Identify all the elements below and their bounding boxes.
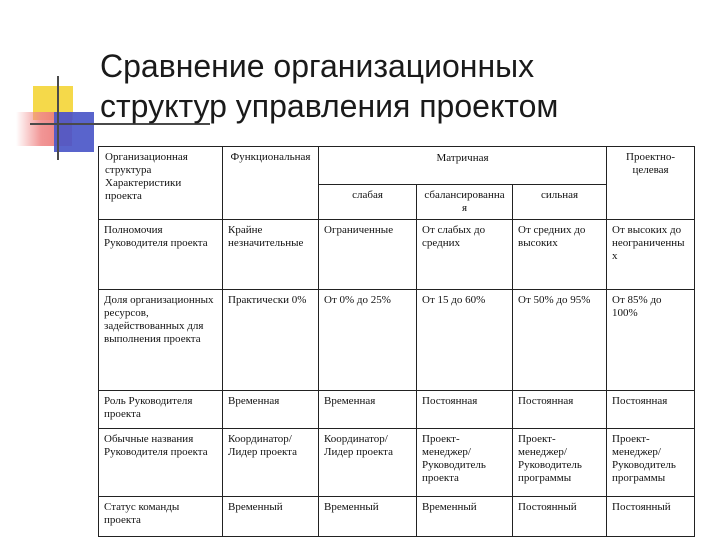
decor-blue-square — [54, 112, 94, 152]
cell-matrix-weak: Координатор/ Лидер проекта — [319, 429, 417, 497]
cell-matrix-weak: Временный — [319, 497, 417, 537]
cell-matrix-balanced: Временный — [417, 497, 513, 537]
cell-functional: Крайне незначительные — [223, 220, 319, 290]
row-label: Полномочия Руководителя проекта — [99, 220, 223, 290]
cell-matrix-strong: Постоянный — [513, 497, 607, 537]
table-row — [99, 497, 695, 537]
table-row — [99, 391, 695, 429]
cell-matrix-strong: От 50% до 95% — [513, 290, 607, 391]
row-label: Статус команды проекта — [99, 497, 223, 537]
slide-title-line-1: Сравнение организационных — [100, 48, 535, 84]
header-matrix-weak: слабая — [319, 185, 417, 220]
cell-matrix-weak: Ограниченные — [319, 220, 417, 290]
cell-matrix-weak: От 0% до 25% — [319, 290, 417, 391]
cell-project: От 85% до 100% — [607, 290, 695, 391]
cell-functional: Координатор/ Лидер проекта — [223, 429, 319, 497]
cell-matrix-balanced: Постоянная — [417, 391, 513, 429]
table-row — [99, 220, 695, 290]
cell-matrix-strong: Проект-менеджер/ Руководитель программы — [513, 429, 607, 497]
cell-project: От высоких до неограниченных — [607, 220, 695, 290]
cell-matrix-strong: От средних до высоких — [513, 220, 607, 290]
header-matrix-strong: сильная — [513, 185, 607, 220]
row-label: Роль Руководителя проекта — [99, 391, 223, 429]
cell-matrix-balanced: Проект-менеджер/ Руководитель проекта — [417, 429, 513, 497]
table-header-row — [99, 147, 695, 185]
row-label: Доля организационных ресурсов, задействованных для выполнения проекта — [99, 290, 223, 391]
table-row — [99, 429, 695, 497]
cell-matrix-weak: Временная — [319, 391, 417, 429]
cell-functional: Временная — [223, 391, 319, 429]
header-matrix: Матричная — [319, 147, 607, 185]
cell-matrix-balanced: От 15 до 60% — [417, 290, 513, 391]
cell-project: Постоянный — [607, 497, 695, 537]
slide-title-line-2: структур управления проектом — [100, 88, 559, 124]
cell-functional: Временный — [223, 497, 319, 537]
header-matrix-balanced: сбалансированная — [417, 185, 513, 220]
cell-matrix-balanced: От слабых до средних — [417, 220, 513, 290]
decor-vertical-line — [57, 76, 59, 160]
cell-project: Проект-менеджер/ Руководитель программы — [607, 429, 695, 497]
cell-functional: Практически 0% — [223, 290, 319, 391]
slide-title — [100, 46, 700, 126]
header-corner-cell: Организационная структура Характеристики проекта — [99, 147, 223, 220]
table-row — [99, 290, 695, 391]
comparison-table — [98, 146, 695, 537]
header-functional: Функциональная — [223, 147, 319, 220]
cell-matrix-strong: Постоянная — [513, 391, 607, 429]
header-project: Проектно-целевая — [607, 147, 695, 220]
cell-project: Постоянная — [607, 391, 695, 429]
row-label: Обычные названия Руководителя проекта — [99, 429, 223, 497]
